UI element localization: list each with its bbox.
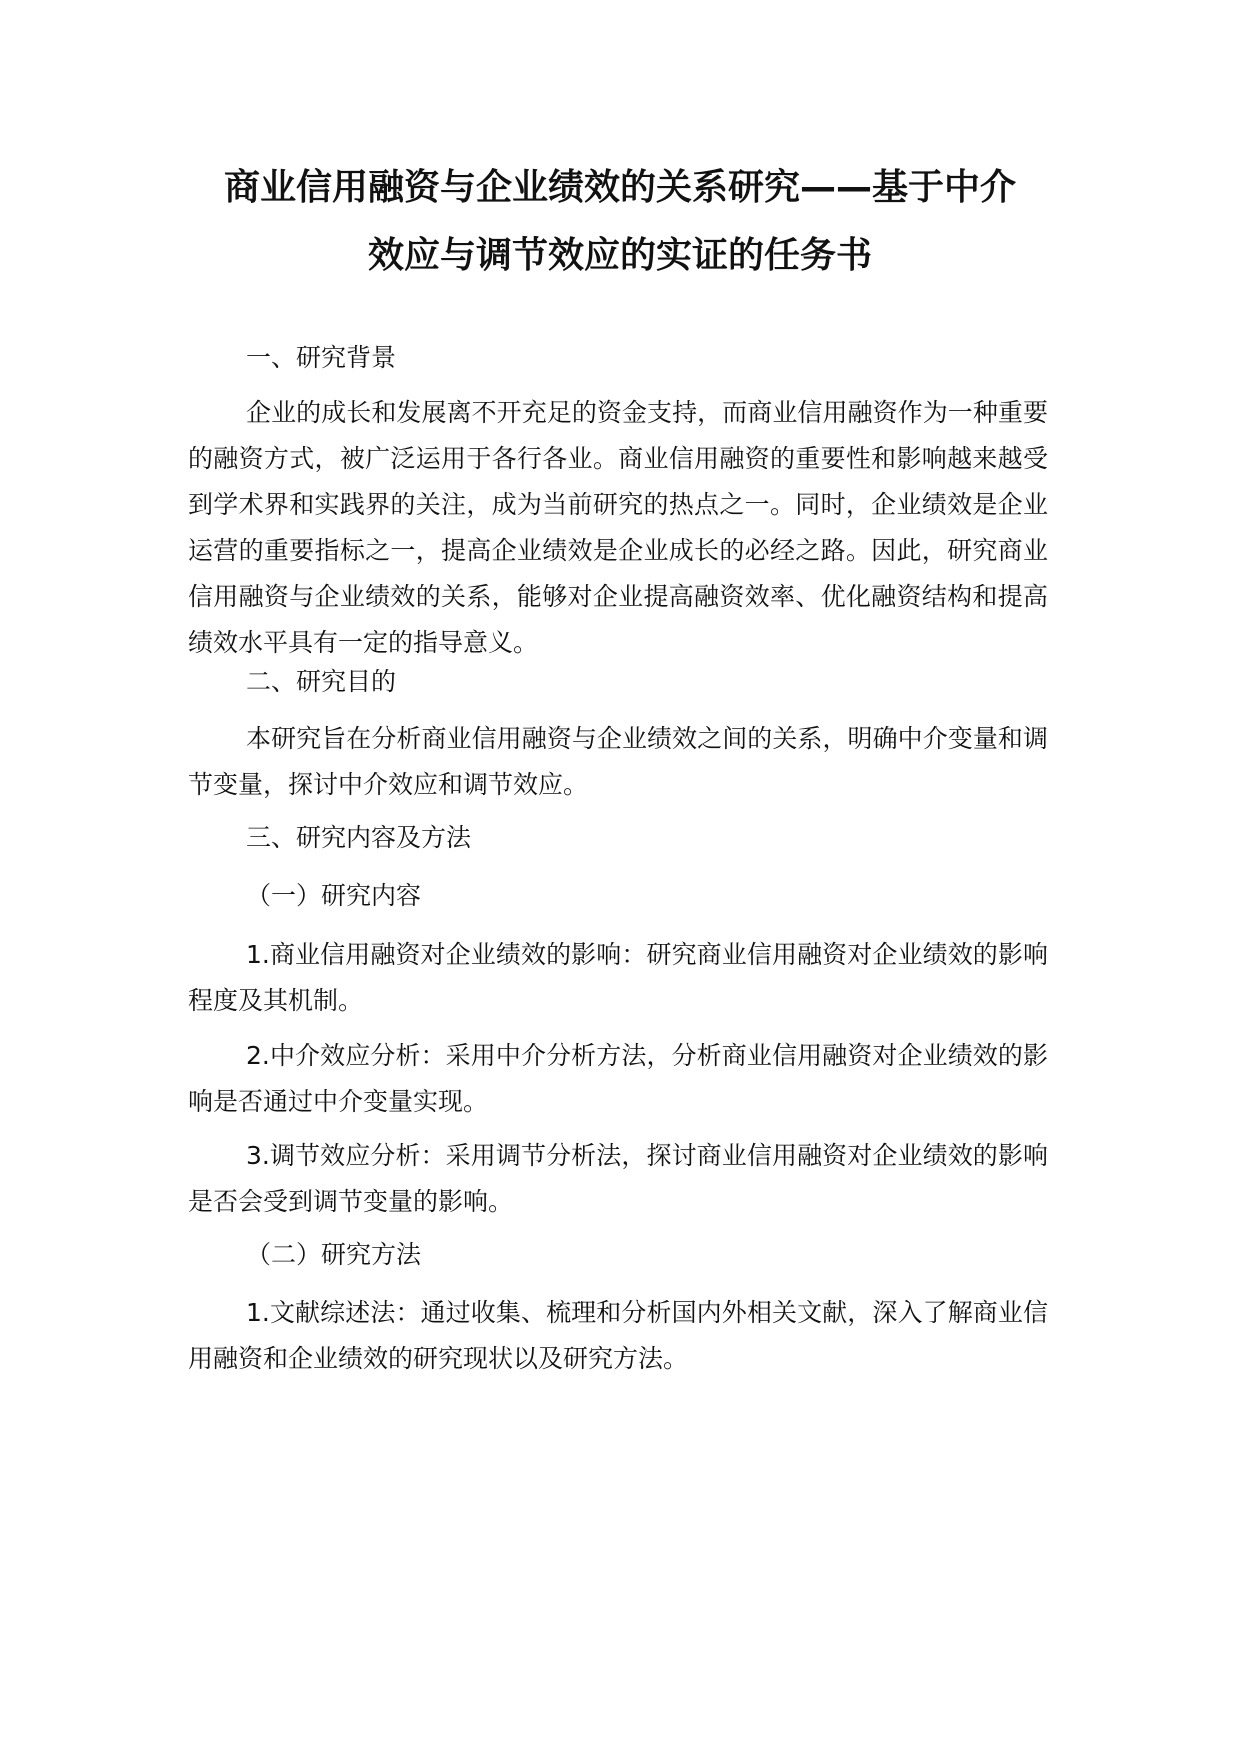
section-heading-content-methods: 三、研究内容及方法 — [246, 823, 472, 852]
document-title-line-1: 商业信用融资与企业绩效的关系研究——基于中介 — [223, 167, 1016, 208]
list-item-content-1: 1.商业信用融资对企业绩效的影响：研究商业信用融资对企业绩效的影响程度及其机制。 — [188, 940, 1048, 1015]
document-title-line-2: 效应与调节效应的实证的任务书 — [367, 235, 872, 276]
paragraph-purpose: 本研究旨在分析商业信用融资与企业绩效之间的关系，明确中介变量和调节变量，探讨中介效应和调节效应。 — [188, 724, 1048, 799]
section-heading-purpose: 二、研究目的 — [246, 667, 397, 696]
list-item-method-1: 1.文献综述法：通过收集、梳理和分析国内外相关文献，深入了解商业信用融资和企业绩效的研究现状以及研究方法。 — [188, 1298, 1048, 1373]
section-heading-background: 一、研究背景 — [246, 343, 397, 372]
list-item-content-3: 3.调节效应分析：采用调节分析法，探讨商业信用融资对企业绩效的影响是否会受到调节变量的影响。 — [188, 1141, 1048, 1216]
subsection-heading-methods: （二）研究方法 — [246, 1240, 422, 1269]
paragraph-background: 企业的成长和发展离不开充足的资金支持，而商业信用融资作为一种重要的融资方式，被广泛运用于各行各业。商业信用融资的重要性和影响越来越受到学术界和实践界的关注，成为当前研究的热点之一。同时，企业绩效是企业运营的重要指标之一，提高企业绩效是企业成长的必经之路。因此，研究商业信用融资与企业绩效的关系，能够对企业提高融资效率、优化融资结构和提高绩效水平具有一定的指导意义。 — [188, 398, 1048, 657]
subsection-heading-content: （一）研究内容 — [246, 881, 422, 910]
list-item-content-2: 2.中介效应分析：采用中介分析方法，分析商业信用融资对企业绩效的影响是否通过中介变量实现。 — [188, 1041, 1048, 1116]
